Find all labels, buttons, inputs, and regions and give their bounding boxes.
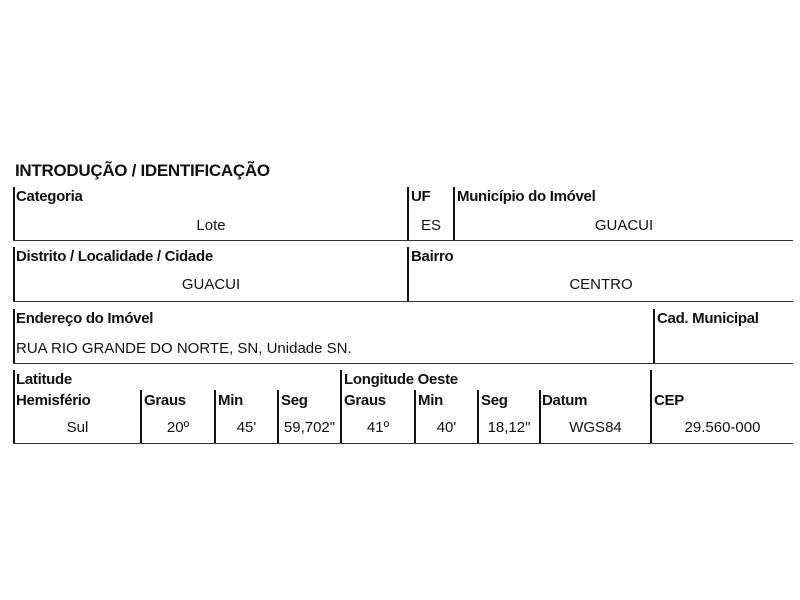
municipio-value: GUACUI bbox=[594, 217, 654, 234]
categoria-label: Categoria bbox=[16, 188, 83, 205]
bairro-value: CENTRO bbox=[569, 276, 633, 293]
lat-seg-label: Seg bbox=[281, 392, 308, 409]
uf-label: UF bbox=[411, 188, 431, 205]
lat-min-label: Min bbox=[218, 392, 243, 409]
lon-seg-label: Seg bbox=[481, 392, 508, 409]
lon-min-label: Min bbox=[418, 392, 443, 409]
endereco-label: Endereço do Imóvel bbox=[16, 310, 154, 327]
section-title: INTRODUÇÃO / IDENTIFICAÇÃO bbox=[15, 161, 270, 180]
lat-min-value: 45' bbox=[236, 419, 257, 436]
lat-graus-label: Graus bbox=[144, 392, 186, 409]
row-4-bottom-line bbox=[13, 443, 793, 444]
lon-graus-label: Graus bbox=[344, 392, 386, 409]
endereco-value: RUA RIO GRANDE DO NORTE, SN, Unidade SN. bbox=[16, 340, 352, 357]
lat-graus-value: 20º bbox=[166, 419, 190, 436]
border-bairro-left bbox=[407, 247, 409, 302]
distrito-label: Distrito / Localidade / Cidade bbox=[16, 248, 213, 265]
border-left-2 bbox=[13, 247, 15, 302]
longitude-label: Longitude Oeste bbox=[344, 371, 458, 388]
categoria-value: Lote bbox=[196, 217, 226, 234]
bairro-label: Bairro bbox=[411, 248, 454, 265]
lon-min-value: 40' bbox=[436, 419, 457, 436]
municipio-label: Município do Imóvel bbox=[457, 188, 596, 205]
distrito-value: GUACUI bbox=[181, 276, 241, 293]
cad-municipal-label: Cad. Municipal bbox=[657, 310, 759, 327]
border-left-3 bbox=[13, 309, 15, 364]
cep-label: CEP bbox=[654, 392, 684, 409]
hemisferio-value: Sul bbox=[66, 419, 89, 436]
lat-seg-value: 59,702" bbox=[283, 419, 336, 436]
latitude-label: Latitude bbox=[16, 371, 72, 388]
border-cad-left bbox=[653, 309, 655, 364]
datum-value: WGS84 bbox=[569, 419, 622, 436]
row-1-bottom-line bbox=[13, 240, 793, 241]
row-2-bottom-line bbox=[13, 301, 793, 302]
lon-graus-value: 41º bbox=[366, 419, 390, 436]
uf-value: ES bbox=[420, 217, 441, 234]
lon-seg-value: 18,12" bbox=[487, 419, 531, 436]
hemisferio-label: Hemisfério bbox=[16, 392, 91, 409]
cep-value: 29.560-000 bbox=[684, 419, 761, 436]
datum-label: Datum bbox=[542, 392, 588, 409]
row-3-bottom-line bbox=[13, 363, 793, 364]
